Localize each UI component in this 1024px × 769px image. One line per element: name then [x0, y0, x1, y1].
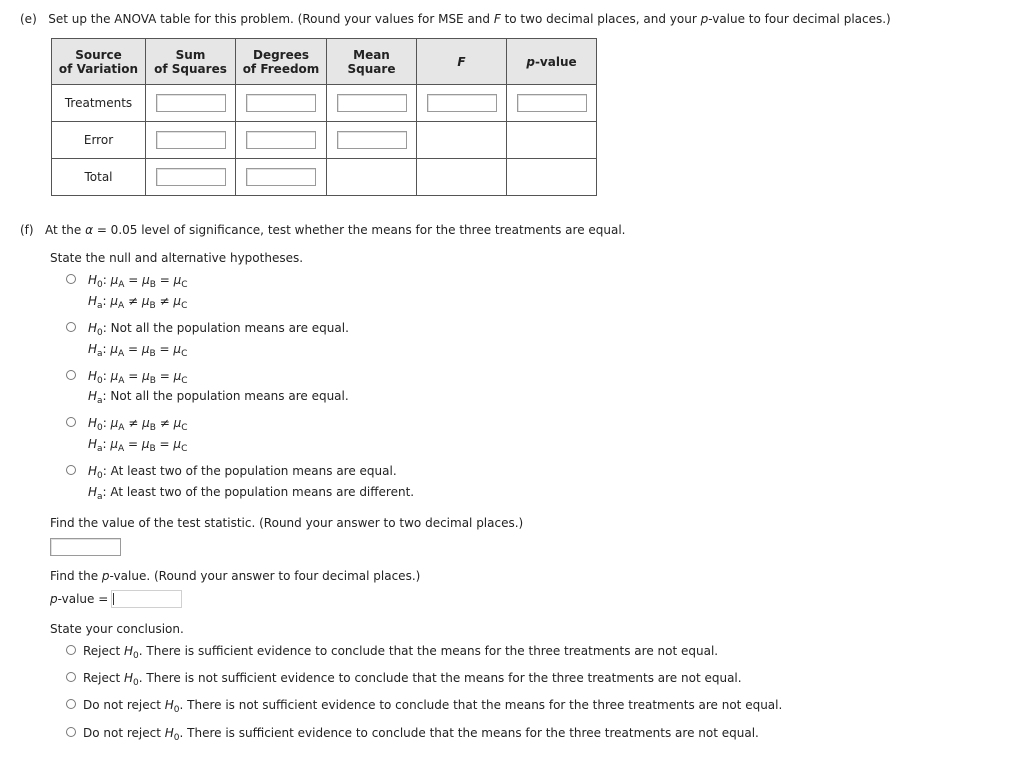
option-5-ha: $H_a$: At least two of the population means are different.: [88, 485, 415, 502]
p-value-prompt: Find the p-value. (Round your answer to four decimal places.): [50, 569, 421, 583]
treatments-ms-input[interactable]: [337, 94, 407, 112]
conclusion-option-3-radio[interactable]: [66, 699, 76, 709]
header-source: Source of Variation: [52, 39, 146, 85]
option-3-ha: $H_a$: Not all the population means are equal.: [88, 389, 349, 406]
empty-cell: [327, 159, 417, 196]
row-label-error: Error: [52, 122, 146, 159]
conclusion-option-1-text: Reject $H_0$. There is sufficient evidence to conclude that the means for the three treatments are not equal.: [83, 644, 719, 661]
part-e-label: (e): [20, 12, 37, 26]
option-2-h0: $H_0$: Not all the population means are equal.: [88, 321, 349, 338]
conclusion-option-2-radio[interactable]: [66, 672, 76, 682]
option-4-ha: $H_a$: $\mu_A = \mu_B = \mu_C$: [88, 437, 188, 454]
p-value-input[interactable]: [111, 590, 182, 608]
anova-header-row: [52, 39, 597, 85]
hypothesis-option-5-radio[interactable]: [66, 465, 76, 475]
text-cursor: [113, 593, 114, 605]
hypothesis-option-3-radio[interactable]: [66, 370, 76, 380]
total-ss-input[interactable]: [156, 168, 226, 186]
total-df-input[interactable]: [246, 168, 316, 186]
row-error: [52, 122, 597, 159]
hypotheses-prompt: State the null and alternative hypotheses.: [50, 251, 304, 265]
treatments-f-input[interactable]: [427, 94, 497, 112]
part-f-label: (f): [20, 223, 34, 237]
conclusion-option-4-text: Do not reject $H_0$. There is sufficient evidence to conclude that the means for the three treatments are not equal.: [83, 726, 759, 743]
empty-cell: [507, 159, 597, 196]
part-e-instruction: (e) Set up the ANOVA table for this problem. (Round your values for MSE and F to two decimal places, and your p-value to four decimal places.): [20, 12, 891, 26]
conclusion-option-3-text: Do not reject $H_0$. There is not sufficient evidence to conclude that the means for the three treatments are not equal.: [83, 698, 783, 715]
row-label-total: Total: [52, 159, 146, 196]
option-5-h0: $H_0$: At least two of the population means are equal.: [88, 464, 397, 481]
option-2-ha: $H_a$: $\mu_A = \mu_B = \mu_C$: [88, 342, 188, 359]
row-total: [52, 159, 597, 196]
conclusion-option-1-radio[interactable]: [66, 645, 76, 655]
p-value-label: p-value =: [50, 592, 109, 606]
conclusion-option-4-radio[interactable]: [66, 727, 76, 737]
empty-cell: [507, 122, 597, 159]
option-1-ha: $H_a$: $\mu_A \ne \mu_B \ne \mu_C$: [88, 294, 188, 311]
hypothesis-option-1-radio[interactable]: [66, 274, 76, 284]
empty-cell: [417, 159, 507, 196]
header-p-value: p-value: [507, 39, 597, 85]
treatments-ss-input[interactable]: [156, 94, 226, 112]
conclusion-prompt: State your conclusion.: [50, 622, 184, 636]
option-4-h0: $H_0$: $\mu_A \ne \mu_B \ne \mu_C$: [88, 416, 188, 433]
error-ms-input[interactable]: [337, 131, 407, 149]
header-sum-of-squares: Sum of Squares: [146, 39, 236, 85]
hypothesis-option-4-radio[interactable]: [66, 417, 76, 427]
part-f-question: (f) At the α = 0.05 level of significance, test whether the means for the three treatments are equal.: [20, 223, 626, 237]
option-3-h0: $H_0$: $\mu_A = \mu_B = \mu_C$: [88, 369, 188, 386]
error-ss-input[interactable]: [156, 131, 226, 149]
error-df-input[interactable]: [246, 131, 316, 149]
hypothesis-option-2-radio[interactable]: [66, 322, 76, 332]
header-degrees-of-freedom: Degrees of Freedom: [236, 39, 327, 85]
row-treatments: [52, 85, 597, 122]
header-f: F: [417, 39, 507, 85]
test-statistic-prompt: Find the value of the test statistic. (Round your answer to two decimal places.): [50, 516, 524, 530]
anova-table: [51, 38, 597, 196]
header-mean-square: Mean Square: [327, 39, 417, 85]
treatments-p-value-input[interactable]: [517, 94, 587, 112]
test-statistic-input[interactable]: [50, 538, 121, 556]
conclusion-option-2-text: Reject $H_0$. There is not sufficient evidence to conclude that the means for the three treatments are not equal.: [83, 671, 742, 688]
row-label-treatments: Treatments: [52, 85, 146, 122]
treatments-df-input[interactable]: [246, 94, 316, 112]
option-1-h0: $H_0$: $\mu_A = \mu_B = \mu_C$: [88, 273, 188, 290]
empty-cell: [417, 122, 507, 159]
